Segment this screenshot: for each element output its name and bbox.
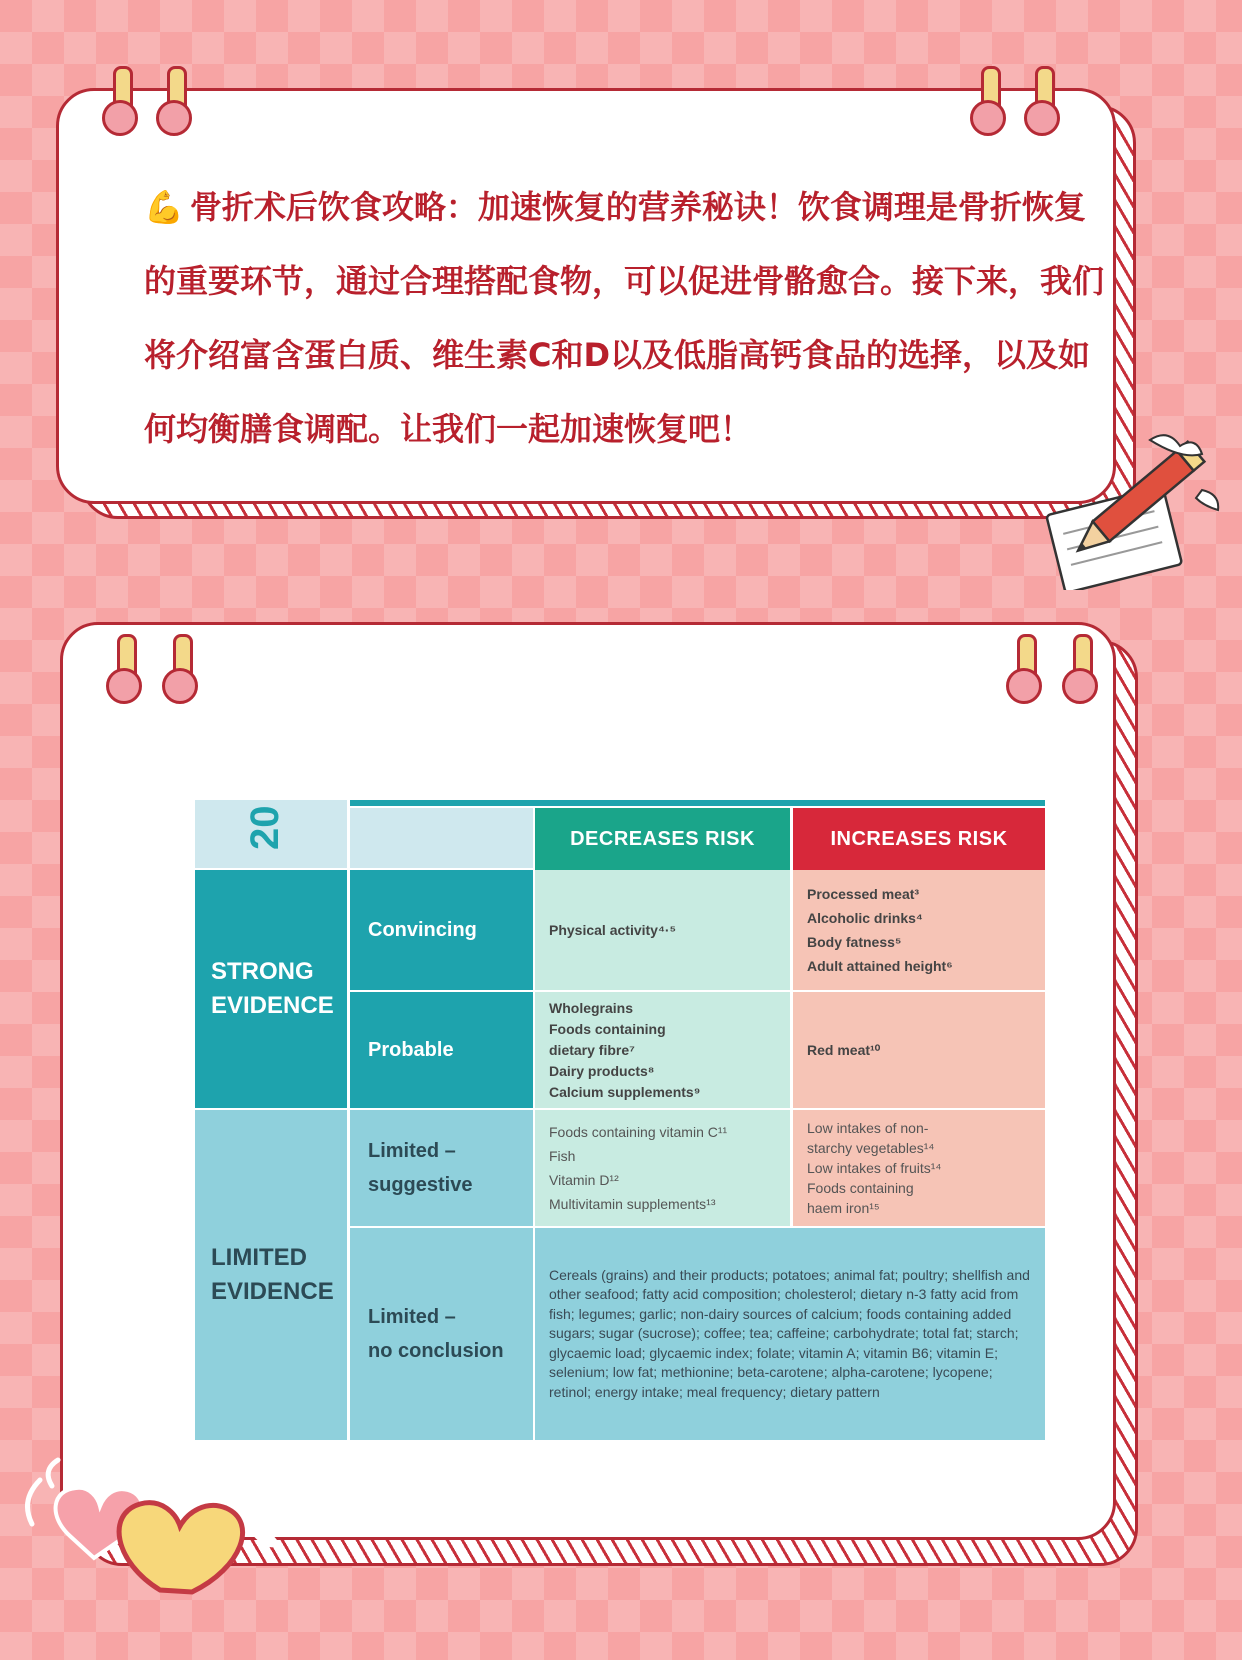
group-limited-line1: LIMITED: [211, 1244, 307, 1271]
binder-ring-icon: [106, 634, 142, 704]
list-item: Fish: [549, 1148, 576, 1164]
group-limited-evidence: [195, 1110, 347, 1440]
row-label-no-conclusion: [350, 1228, 533, 1440]
group-strong-line1: STRONG: [211, 958, 314, 985]
list-item: Physical activity⁴·⁵: [549, 922, 677, 938]
list-item: haem iron¹⁵: [807, 1200, 880, 1216]
binder-ring-icon: [156, 66, 192, 136]
corner-text: 20: [243, 805, 287, 850]
header-spacer: [350, 808, 533, 868]
list-item: Processed meat³: [807, 886, 920, 902]
probable-increases: [793, 992, 1045, 1108]
suggestive-line1: Limited –: [368, 1140, 456, 1162]
binder-ring-icon: [162, 634, 198, 704]
list-item: Calcium supplements⁹: [549, 1083, 701, 1100]
convincing-decreases: [535, 870, 790, 990]
heart-icon: [10, 1440, 300, 1610]
list-item: Foods containing: [807, 1180, 914, 1196]
suggestive-increases: [793, 1110, 1045, 1226]
list-item: Multivitamin supplements¹³: [549, 1196, 716, 1212]
binder-ring-icon: [1006, 634, 1042, 704]
group-strong-evidence: [195, 870, 347, 1108]
header-decreases-risk: DECREASES RISK: [535, 808, 790, 870]
list-item: Low intakes of non-: [807, 1120, 929, 1136]
list-item: Wholegrains: [549, 999, 634, 1016]
corner-cell: [195, 800, 347, 868]
list-item: Alcoholic drinks⁴: [807, 910, 923, 926]
pencil-note-icon: [1030, 420, 1230, 590]
list-item: dietary fibre⁷: [549, 1041, 635, 1058]
list-item: starchy vegetables¹⁴: [807, 1140, 935, 1156]
suggestive-line2: suggestive: [368, 1174, 473, 1196]
list-item: Vitamin D¹²: [549, 1172, 619, 1188]
group-strong-line2: EVIDENCE: [211, 992, 334, 1019]
convincing-increases: [793, 870, 1045, 990]
list-item: Foods containing: [549, 1020, 666, 1037]
row-label-probable: Probable: [350, 992, 533, 1108]
header-increases-risk: INCREASES RISK: [793, 808, 1045, 870]
row-label-suggestive: [350, 1110, 533, 1226]
group-limited-line2: EVIDENCE: [211, 1278, 334, 1305]
binder-ring-icon: [102, 66, 138, 136]
binder-ring-icon: [1024, 66, 1060, 136]
list-item: Dairy products⁸: [549, 1062, 655, 1079]
evidence-table: [195, 800, 1045, 1440]
list-item: Red meat¹⁰: [807, 1042, 881, 1058]
list-item: Foods containing vitamin C¹¹: [549, 1124, 728, 1140]
table-top-strip: [350, 800, 1045, 806]
no-conclusion-text: [535, 1228, 1045, 1440]
flexed-biceps-icon: 💪: [144, 188, 184, 226]
binder-ring-icon: [970, 66, 1006, 136]
no-conclusion-line1: Limited –: [368, 1306, 456, 1328]
list-item: Low intakes of fruits¹⁴: [807, 1160, 942, 1176]
row-label-convincing: Convincing: [350, 870, 533, 990]
list-item: Adult attained height⁶: [807, 958, 953, 974]
suggestive-decreases: [535, 1110, 790, 1226]
no-conclusion-line2: no conclusion: [368, 1340, 504, 1362]
intro-text: 骨折术后饮食攻略：加速恢复的营养秘诀！饮食调理是骨折恢复的重要环节，通过合理搭配食物，可以促进骨骼愈合。接下来，我们将介绍富含蛋白质、维生素C和D以及低脂高钙食品的选择，以及如何均衡膳食调配。让我们一起加速恢复吧！: [144, 188, 1105, 448]
intro-paragraph: [144, 170, 1104, 466]
list-item: Body fatness⁵: [807, 934, 902, 950]
no-conclusion-list: Cereals (grains) and their products; potatoes; animal fat; poultry; shellfish and other seafood; fatty acid composition; cholesterol; dietary n-3 fatty acid from fish; legumes; garlic; non-dairy sources of calcium; foods containing added sugars; sugar (sucrose); coffee; tea; caffeine; carbohydrate; total fat; starch; glycaemic load; glycaemic index; folate; vitamin A; vitamin B6; vitamin E; selenium; low fat; methionine; beta-carotene; alpha-carotene; lycopene; retinol; energy intake; meal frequency; dietary pattern: [549, 1266, 1030, 1400]
binder-ring-icon: [1062, 634, 1098, 704]
probable-decreases: [535, 992, 790, 1108]
